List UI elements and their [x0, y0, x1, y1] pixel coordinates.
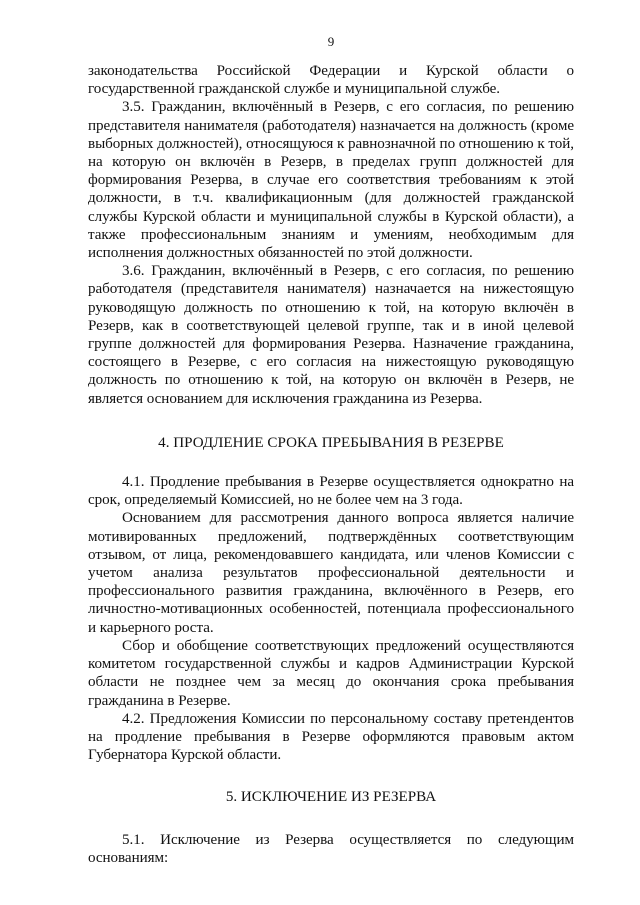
paragraph-4-2: 4.2. Предложения Комиссии по персональному составу претендентов на продление пребывания в Резерве оформляются правовым актом Губернатора Курской области.	[88, 710, 574, 764]
paragraph-continuation: законодательства Российской Федерации и Курской области о государственной гражданской службе и муниципальной службе.	[88, 63, 574, 98]
paragraph-4-1-collection: Сбор и обобщение соответствующих предложений осуществляются комитетом государственной службы и кадров Администрации Курской области не позднее чем за месяц до окончания срока пребывания гражданина в Резерве.	[88, 637, 574, 709]
page-number: 9	[327, 34, 335, 49]
paragraph-3-6: 3.6. Гражданин, включённый в Резерв, с его согласия, по решению работодателя (представителя нанимателя) назначается на нижестоящую руководящую должность по отношению к той, на которую включён в Резерв, как в соответствующей целевой группе, так и в иной целевой группе должностей для формирования Резерва. Назначение гражданина, состоящего в Резерве, с его согласия на нижестоящую руководящую должность по отношению к той, на которую он включён в Резерв, не является основанием для исключения гражданина из Резерва.	[88, 263, 574, 407]
paragraph-5-1: 5.1. Исключение из Резерва осуществляется по следующим основаниям:	[88, 831, 574, 866]
paragraph-4-1-basis: Основанием для рассмотрения данного вопроса является наличие мотивированных предложений, подтверждённых соответствующим отзывом, от лица, рекомендовавшего кандидата, или членов Комиссии с учетом анализа результатов профессиональной деятельности и профессионального развития гражданина, включённого в Резерв, его личностно-мотивационных особенностей, потенциала профессионального и карьерного роста.	[88, 510, 574, 636]
section-heading-5: 5. ИСКЛЮЧЕНИЕ ИЗ РЕЗЕРВА	[225, 789, 437, 806]
document-body	[88, 62, 574, 867]
section-heading-4: 4. ПРОДЛЕНИЕ СРОКА ПРЕБЫВАНИЯ В РЕЗЕРВЕ	[158, 434, 504, 451]
paragraph-3-5: 3.5. Гражданин, включённый в Резерв, с его согласия, по решению представителя нанимателя (работодателя) назначается на должность (кроме выборных должностей), относящуюся к равнозначной по отношению к той, на которую он включён в Резерв, в пределах групп должностей для формирования Резерва, в случае его соответствия требованиям к этой должности, в т.ч. квалификационным (для должностей гражданской службы Курской области и муниципальной службы в Курской области), а также профессиональным знаниям и умениям, необходимым для исполнения должностных обязанностей по этой должности.	[88, 99, 574, 262]
document-page	[88, 0, 574, 905]
paragraph-4-1: 4.1. Продление пребывания в Резерве осуществляется однократно на срок, определяемый Комиссией, но не более чем на 3 года.	[88, 474, 574, 509]
